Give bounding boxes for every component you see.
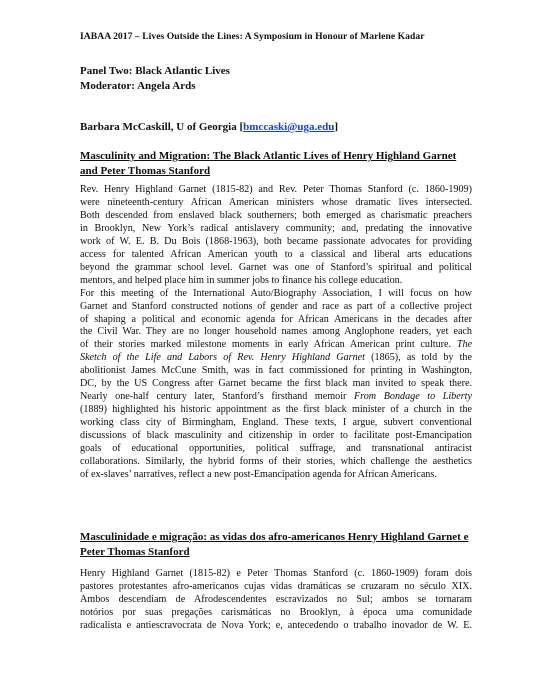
abstract-line: notórios por suas pregações carismáticas no Brooklyn, à época uma comunidade — [80, 607, 472, 619]
english-abstract-title: Masculinity and Migration: The Black Atlantic Lives of Henry Highland Garnet and Peter Thomas Stanford — [80, 150, 457, 177]
abstract-line: working class city of Birmingham, England. These texts, I argue, subvert conventional — [80, 417, 472, 429]
abstract-line: beyond the grammar school level. Garnet was one of Stanford’s spiritual and political — [80, 261, 472, 273]
abstract-line: Both descended from enslaved black southerners; both emerged as charismatic preachers — [80, 209, 472, 221]
presenter-line — [80, 120, 480, 134]
abstract-line: of ex-slaves’ narratives, reflect a new post-Emancipation agenda for African Americans. — [80, 468, 437, 480]
abstract-line-with-title — [80, 339, 472, 352]
abstract-line-text: (1865), as told by the — [364, 352, 472, 364]
abstract-line-with-title — [80, 352, 472, 365]
portuguese-abstract-title: Masculinidade e migração: as vidas dos afro-americanos Henry Highland Garnet e Peter Thomas Stanford — [80, 531, 469, 558]
abstract-line: collaborations. Similarly, the hybrid forms of their stories, which challenge the aesthetics — [80, 456, 472, 468]
portuguese-abstract-body — [80, 567, 472, 632]
book-title-bondage: From Bondage to Liberty — [353, 391, 472, 403]
presenter-bracket-close: ] — [334, 121, 339, 133]
abstract-line: work of W. E. B. Du Bois (1868-1963), both became passionate advocates for providing — [80, 235, 472, 247]
abstract-line-with-title — [80, 391, 472, 404]
moderator-line: Moderator: Angela Ards — [80, 79, 196, 92]
abstract-line: abolitionist James McCune Smith, was in fact commissioned for printing in Washington, — [80, 365, 472, 377]
abstract-line: Rev. Henry Highland Garnet (1815-82) and Rev. Peter Thomas Stanford (c. 1860-1909) — [80, 184, 472, 195]
abstract-line: Ambos descendiam de Afrodescendentes escravizados no Sul; ambos se tornaram — [80, 594, 472, 606]
panel-block — [80, 64, 480, 93]
abstract-line: access for talented African American youth to a classical and liberal arts educations — [80, 248, 472, 260]
abstract-line: goals of educational opportunities, political suffrage, and transnational antiracist — [80, 443, 472, 455]
abstract-line: radicalista e antiescravocrata de Nova York; e, antecedendo o trabalho inovador de W. E. — [80, 620, 472, 632]
abstract-line: of shaping a political and economic agenda for African Americans in the decades after — [80, 313, 472, 325]
abstract-line: pastores protestantes afro-americanos cujas vidas dramáticas se cruzaram no século XIX. — [80, 581, 472, 593]
abstract-line: discussions of black masculinity and citizenship in order to facilitate post-Emancipation — [80, 430, 472, 442]
abstract-line: the Civil War. They are no longer household names among Anglophone readers, yet each — [80, 326, 472, 338]
abstract-line: For this meeting of the International Auto/Biography Association, I will focus on how — [80, 287, 472, 299]
panel-title: Panel Two: Black Atlantic Lives — [80, 65, 230, 77]
abstract-line: Henry Highland Garnet (1815-82) e Peter Thomas Stanford (c. 1860-1909) foram dois — [80, 568, 472, 579]
abstract-line: in Brooklyn, New York’s radical antislavery community; and, predating the innovative — [80, 222, 472, 234]
presenter-email-link[interactable]: bmccaski@uga.edu — [243, 121, 335, 133]
running-header: IABAA 2017 – Lives Outside the Lines: A Symposium in Honour of Marlene Kadar — [80, 31, 425, 42]
abstract-line-text: of their stories marked milestone moments in early African American print culture. — [80, 339, 452, 351]
the-prefix: The — [456, 339, 472, 351]
abstract-line: mentors, and helped place him in summer jobs to finance his college education. — [80, 274, 403, 286]
abstract-line: were nineteenth-century African American ministers whose dramatic lives intersected. — [80, 196, 472, 208]
book-title-sketch: Sketch of the Life and Labors of Rev. Henry Highland Garnet — [80, 352, 365, 364]
presenter-name: Barbara McCaskill, U of Georgia [ — [80, 121, 244, 133]
abstract-line: Garnet and Stanford constructed notions of gender and race as part of a collective project — [80, 300, 472, 312]
abstract-line: (1889) highlighted his historic appointment as the first black minister of a church in the — [80, 404, 472, 416]
abstract-line: DC, by the US Congress after Garnet became the first black man invited to speak there. — [80, 378, 472, 390]
abstract-line-text: Nearly one-half century later, Stanford’s firsthand memoir — [80, 391, 354, 403]
english-abstract-body — [80, 184, 472, 482]
